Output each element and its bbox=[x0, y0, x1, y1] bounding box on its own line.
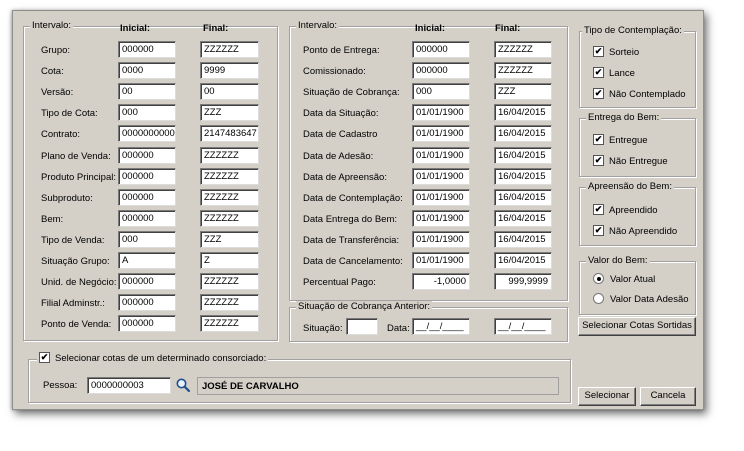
left-row-initial-input[interactable]: 000000 bbox=[118, 189, 176, 206]
delivery-option-label: Não Entregue bbox=[609, 156, 668, 168]
consortium-checkbox[interactable] bbox=[37, 353, 268, 364]
contemplation-option-checkbox[interactable] bbox=[593, 47, 639, 58]
mid-row-label: Comissionado: bbox=[303, 66, 366, 78]
mid-row-initial-input[interactable]: 01/01/1900 bbox=[412, 168, 470, 185]
left-row-final-input[interactable]: ZZZZZZ bbox=[200, 41, 259, 58]
seizure-option-checkbox[interactable] bbox=[593, 226, 677, 237]
asset-value-radio-dot[interactable] bbox=[593, 273, 604, 284]
left-row-final-input[interactable]: ZZZZZZ bbox=[200, 315, 259, 332]
left-row-label: Ponto de Venda: bbox=[41, 319, 112, 331]
contemplation-option-checkbox[interactable] bbox=[593, 89, 686, 100]
left-row-label: Tipo de Venda: bbox=[41, 234, 105, 246]
seizure-checkbox-box[interactable]: ✔ bbox=[594, 204, 603, 214]
mid-row-initial-input[interactable]: 01/01/1900 bbox=[412, 189, 470, 206]
mid-row-final-input[interactable]: 16/04/2015 bbox=[494, 125, 552, 142]
select-drawn-quotas-button[interactable]: Selecionar Cotas Sortidas bbox=[578, 317, 696, 336]
mid-row-final-input[interactable]: 16/04/2015 bbox=[494, 231, 552, 248]
left-row-label: Tipo de Cota: bbox=[41, 108, 98, 120]
left-row-initial-input[interactable]: 000 bbox=[118, 104, 176, 121]
mid-row-label: Data da Situação: bbox=[303, 108, 379, 120]
left-row-final-input[interactable]: ZZZZZZ bbox=[200, 294, 259, 311]
delivery-option-checkbox[interactable] bbox=[593, 135, 648, 146]
left-row-final-input[interactable]: 00 bbox=[200, 83, 259, 100]
left-row-final-input[interactable]: 2147483647 bbox=[200, 125, 259, 142]
contemplation-option-label: Não Contemplado bbox=[609, 89, 686, 101]
left-row-initial-input[interactable]: 000000 bbox=[118, 273, 176, 290]
asset-value-option-label: Valor Atual bbox=[610, 274, 656, 286]
mid-row-final-input[interactable]: 16/04/2015 bbox=[494, 252, 552, 269]
contemplation-option-label: Lance bbox=[609, 68, 635, 80]
left-row-initial-input[interactable]: 000000 bbox=[118, 210, 176, 227]
mid-row-final-input[interactable]: 16/04/2015 bbox=[494, 147, 552, 164]
seizure-option-label: Apreendido bbox=[609, 205, 658, 217]
quota-filter-window bbox=[12, 10, 704, 410]
mid-row-label: Ponto de Entrega: bbox=[303, 45, 380, 56]
contemplation-checkbox-box[interactable]: ✔ bbox=[594, 67, 603, 77]
mid-row-initial-input[interactable]: -1,0000 bbox=[412, 273, 470, 290]
mid-row-initial-input[interactable]: 01/01/1900 bbox=[412, 252, 470, 269]
prev-date-to-input[interactable]: __/__/____ bbox=[494, 318, 552, 335]
asset-value-option-label: Valor Data Adesão bbox=[610, 294, 689, 306]
left-row-label: Subproduto: bbox=[41, 192, 93, 204]
left-row-final-input[interactable]: Z bbox=[200, 252, 259, 269]
prev-date-label: Data: bbox=[387, 323, 410, 334]
delivery-checkbox-box[interactable]: ✔ bbox=[594, 155, 603, 165]
mid-row-final-input[interactable]: 999,9999 bbox=[494, 273, 552, 290]
seizure-title: Apreensão do Bem: bbox=[588, 181, 672, 192]
prev-date-from-input[interactable]: __/__/____ bbox=[412, 318, 470, 335]
mid-interval-title: Intervalo: bbox=[298, 20, 338, 31]
left-row-final-input[interactable]: ZZZZZZ bbox=[200, 168, 259, 185]
select-button[interactable]: Selecionar bbox=[578, 387, 636, 406]
left-row-label: Grupo: bbox=[41, 45, 71, 56]
left-row-initial-input[interactable]: 000 bbox=[118, 231, 176, 248]
person-name-display: JOSÉ DE CARVALHO bbox=[197, 377, 559, 395]
mid-row-initial-input[interactable]: 01/01/1900 bbox=[412, 125, 470, 142]
left-row-initial-input[interactable]: 0000000000 bbox=[118, 125, 176, 142]
delivery-group bbox=[579, 112, 696, 177]
consortium-checkbox-label: Selecionar cotas de um determinado consorciado: bbox=[55, 353, 267, 365]
mid-row-final-input[interactable]: 16/04/2015 bbox=[494, 189, 552, 206]
mid-row-label: Data de Cancelamento: bbox=[303, 256, 403, 267]
mid-row-label: Percentual Pago: bbox=[303, 277, 376, 289]
left-row-final-input[interactable]: ZZZ bbox=[200, 231, 259, 248]
seizure-option-checkbox[interactable] bbox=[593, 205, 658, 216]
contemplation-checkbox-box[interactable]: ✔ bbox=[594, 46, 603, 56]
delivery-title: Entrega do Bem: bbox=[588, 112, 660, 123]
delivery-option-checkbox[interactable] bbox=[593, 156, 668, 167]
mid-row-final-input[interactable]: ZZZZZZ bbox=[494, 62, 552, 79]
mid-final-header: Final: bbox=[495, 23, 521, 34]
left-row-initial-input[interactable]: 000000 bbox=[118, 41, 176, 58]
contemplation-title: Tipo de Contemplação: bbox=[584, 25, 682, 36]
contemplation-option-checkbox[interactable] bbox=[593, 68, 635, 79]
person-code-input[interactable]: 0000000003 bbox=[87, 377, 171, 394]
prev-situation-input[interactable] bbox=[346, 318, 378, 335]
mid-row-final-input[interactable]: 16/04/2015 bbox=[494, 210, 552, 227]
left-row-final-input[interactable]: ZZZZZZ bbox=[200, 189, 259, 206]
seizure-option-label: Não Apreendido bbox=[609, 226, 678, 238]
mid-row-initial-input[interactable]: 000000 bbox=[412, 62, 470, 79]
asset-value-group bbox=[579, 255, 696, 315]
left-row-final-input[interactable]: ZZZZZZ bbox=[200, 273, 259, 290]
mid-row-initial-input[interactable]: 01/01/1900 bbox=[412, 231, 470, 248]
mid-row-initial-input[interactable]: 000000 bbox=[412, 41, 470, 58]
mid-row-label: Data de Adesão: bbox=[303, 150, 374, 162]
left-initial-header: Inicial: bbox=[120, 23, 151, 34]
mid-row-final-input[interactable]: 16/04/2015 bbox=[494, 104, 552, 121]
left-row-label: Filial Adminstr.: bbox=[41, 298, 105, 310]
left-row-label: Situação Grupo: bbox=[41, 256, 110, 267]
left-row-label: Unid. de Negócio: bbox=[41, 277, 117, 289]
person-label: Pessoa: bbox=[43, 380, 78, 391]
mid-row-final-input[interactable]: ZZZ bbox=[494, 83, 552, 100]
left-row-initial-input[interactable]: 00 bbox=[118, 83, 176, 100]
mid-row-label: Situação de Cobrança: bbox=[303, 87, 400, 99]
delivery-option-label: Entregue bbox=[609, 135, 648, 147]
mid-row-label: Data de Cadastro bbox=[303, 129, 378, 141]
prev-billing-title: Situação de Cobrança Anterior: bbox=[298, 301, 431, 312]
contemplation-option-label: Sorteio bbox=[609, 47, 640, 59]
mid-row-initial-input[interactable]: 01/01/1900 bbox=[412, 147, 470, 164]
mid-row-final-input[interactable]: 16/04/2015 bbox=[494, 168, 552, 185]
left-row-label: Contrato: bbox=[41, 129, 81, 141]
left-row-final-input[interactable]: ZZZZZZ bbox=[200, 147, 259, 164]
mid-row-initial-input[interactable]: 000 bbox=[412, 83, 470, 100]
mid-row-initial-input[interactable]: 01/01/1900 bbox=[412, 104, 470, 121]
left-row-label: Cota: bbox=[41, 66, 64, 78]
mid-row-initial-input[interactable]: 01/01/1900 bbox=[412, 210, 470, 227]
left-row-initial-input[interactable]: A bbox=[118, 252, 176, 269]
left-row-initial-input[interactable]: 000000 bbox=[118, 315, 176, 332]
prev-situation-label: Situação: bbox=[303, 323, 343, 334]
left-row-label: Plano de Venda: bbox=[41, 150, 111, 162]
delivery-checkbox-box[interactable]: ✔ bbox=[594, 134, 603, 144]
contemplation-checkbox-box[interactable]: ✔ bbox=[594, 88, 603, 98]
left-row-initial-input[interactable]: 000000 bbox=[118, 294, 176, 311]
left-final-header: Final: bbox=[203, 23, 229, 34]
left-row-initial-input[interactable]: 0000 bbox=[118, 62, 176, 79]
left-interval-title: Intervalo: bbox=[32, 20, 72, 31]
mid-row-label: Data de Apreensão: bbox=[303, 171, 387, 183]
mid-row-label: Data de Contemplação: bbox=[303, 192, 403, 204]
seizure-group bbox=[579, 181, 696, 246]
mid-row-label: Data de Transferência: bbox=[303, 234, 400, 246]
left-row-initial-input[interactable]: 000000 bbox=[118, 168, 176, 185]
consortium-checkbox-box[interactable]: ✔ bbox=[40, 352, 49, 362]
left-row-label: Versão: bbox=[41, 87, 74, 99]
asset-value-radio[interactable] bbox=[593, 274, 655, 285]
left-row-final-input[interactable]: ZZZZZZ bbox=[200, 210, 259, 227]
asset-value-radio-dot[interactable] bbox=[593, 293, 604, 304]
left-row-final-input[interactable]: 9999 bbox=[200, 62, 259, 79]
cancel-button[interactable]: Cancela bbox=[640, 387, 696, 406]
mid-row-label: Data Entrega do Bem: bbox=[303, 213, 397, 225]
search-icon[interactable] bbox=[175, 377, 191, 393]
left-row-label: Produto Principal: bbox=[41, 171, 116, 183]
left-row-initial-input[interactable]: 000000 bbox=[118, 147, 176, 164]
asset-value-title: Valor do Bem: bbox=[588, 255, 648, 266]
seizure-checkbox-box[interactable]: ✔ bbox=[594, 225, 603, 235]
asset-value-radio[interactable] bbox=[593, 294, 689, 305]
mid-row-final-input[interactable]: ZZZZZZ bbox=[494, 41, 552, 58]
left-row-final-input[interactable]: ZZZ bbox=[200, 104, 259, 121]
mid-initial-header: Inicial: bbox=[415, 23, 446, 34]
left-row-label: Bem: bbox=[41, 213, 64, 225]
